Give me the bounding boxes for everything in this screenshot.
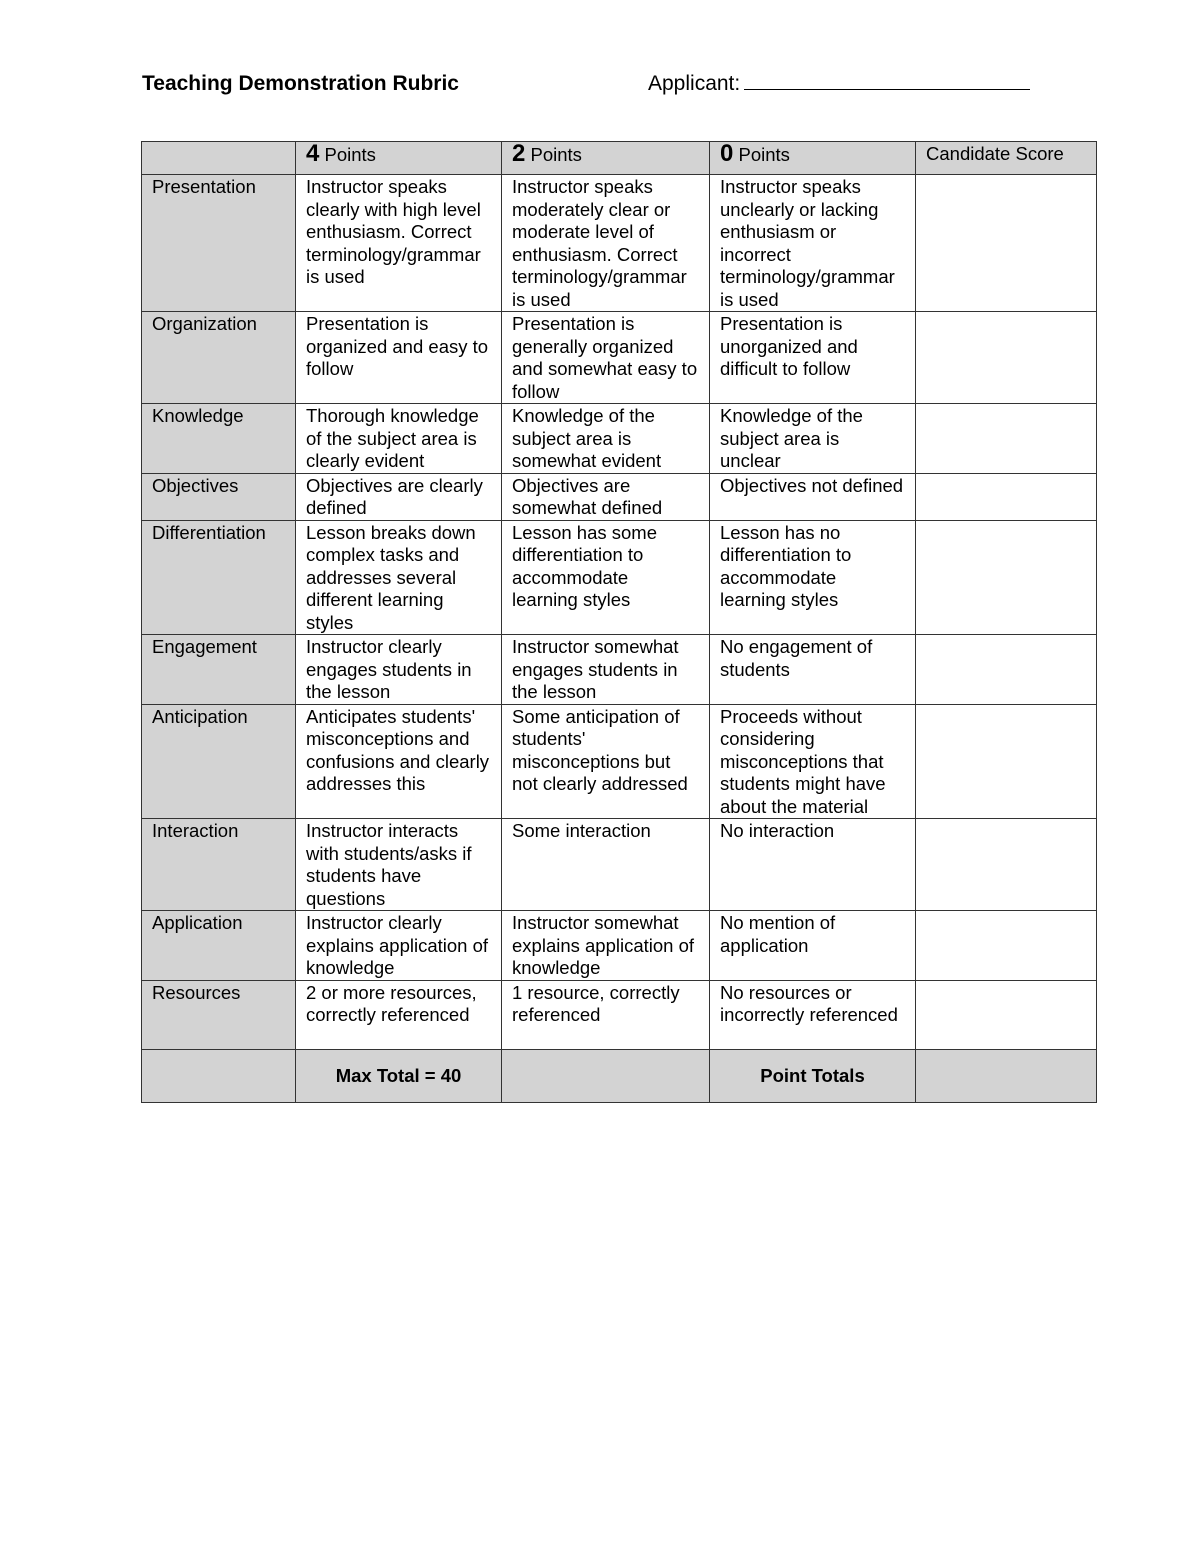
criterion-cell: Anticipation: [142, 704, 296, 819]
header-corner-cell: [142, 142, 296, 175]
cell-0-points: Presentation is unorganized and difficult to follow: [710, 312, 916, 404]
candidate-score-cell[interactable]: [916, 520, 1097, 635]
candidate-score-cell[interactable]: [916, 704, 1097, 819]
criterion-cell: Differentiation: [142, 520, 296, 635]
cell-0-points: Lesson has no differentiation to accommodate learning styles: [710, 520, 916, 635]
criterion-cell: Knowledge: [142, 404, 296, 474]
criterion-cell: Organization: [142, 312, 296, 404]
candidate-score-cell[interactable]: [916, 635, 1097, 705]
cell-4-points: Presentation is organized and easy to follow: [296, 312, 502, 404]
totals-blank-cell: [502, 1049, 710, 1102]
cell-2-points: Some anticipation of students' misconceptions but not clearly addressed: [502, 704, 710, 819]
cell-2-points: Presentation is generally organized and somewhat easy to follow: [502, 312, 710, 404]
cell-0-points: No mention of application: [710, 911, 916, 981]
cell-0-points: Proceeds without considering misconceptions that students might have about the material: [710, 704, 916, 819]
cell-2-points: Objectives are somewhat defined: [502, 473, 710, 520]
criterion-cell: Objectives: [142, 473, 296, 520]
criterion-cell: Resources: [142, 980, 296, 1049]
totals-corner-cell: [142, 1049, 296, 1102]
candidate-score-cell[interactable]: [916, 980, 1097, 1049]
cell-4-points: Lesson breaks down complex tasks and addresses several different learning styles: [296, 520, 502, 635]
table-row: [142, 980, 1097, 1049]
cell-2-points: Instructor somewhat explains application of knowledge: [502, 911, 710, 981]
candidate-score-cell[interactable]: [916, 404, 1097, 474]
candidate-score-cell[interactable]: [916, 911, 1097, 981]
max-total-cell: Max Total = 40: [296, 1049, 502, 1102]
table-row: [142, 175, 1097, 312]
rubric-table: [141, 141, 1097, 1103]
criterion-cell: Interaction: [142, 819, 296, 911]
header-4-points: 4 Points: [296, 142, 502, 175]
cell-2-points: Knowledge of the subject area is somewhat evident: [502, 404, 710, 474]
header-2-points: 2 Points: [502, 142, 710, 175]
cell-4-points: Thorough knowledge of the subject area is clearly evident: [296, 404, 502, 474]
applicant-field: [648, 72, 1030, 96]
table-row: [142, 520, 1097, 635]
cell-2-points: Instructor speaks moderately clear or moderate level of enthusiasm. Correct terminology/grammar is used: [502, 175, 710, 312]
document-title: Teaching Demonstration Rubric: [142, 72, 459, 95]
table-row: [142, 819, 1097, 911]
header-0-points: 0 Points: [710, 142, 916, 175]
table-row: [142, 312, 1097, 404]
table-row: [142, 473, 1097, 520]
point-totals-value-cell[interactable]: [916, 1049, 1097, 1102]
criterion-cell: Engagement: [142, 635, 296, 705]
cell-0-points: Knowledge of the subject area is unclear: [710, 404, 916, 474]
cell-0-points: No resources or incorrectly referenced: [710, 980, 916, 1049]
table-row: [142, 404, 1097, 474]
cell-0-points: Objectives not defined: [710, 473, 916, 520]
cell-4-points: Instructor speaks clearly with high level enthusiasm. Correct terminology/grammar is used: [296, 175, 502, 312]
point-totals-label: Point Totals: [710, 1049, 916, 1102]
cell-2-points: Instructor somewhat engages students in the lesson: [502, 635, 710, 705]
cell-4-points: Instructor interacts with students/asks if students have questions: [296, 819, 502, 911]
cell-0-points: Instructor speaks unclearly or lacking enthusiasm or incorrect terminology/grammar is used: [710, 175, 916, 312]
table-row: [142, 911, 1097, 981]
cell-4-points: 2 or more resources, correctly referenced: [296, 980, 502, 1049]
applicant-label: Applicant:: [648, 72, 741, 95]
cell-4-points: Objectives are clearly defined: [296, 473, 502, 520]
cell-2-points: Some interaction: [502, 819, 710, 911]
criterion-cell: Application: [142, 911, 296, 981]
candidate-score-cell[interactable]: [916, 312, 1097, 404]
cell-4-points: Instructor clearly engages students in the lesson: [296, 635, 502, 705]
table-row: [142, 704, 1097, 819]
candidate-score-cell[interactable]: [916, 473, 1097, 520]
applicant-blank-line[interactable]: [744, 75, 1030, 90]
cell-0-points: No engagement of students: [710, 635, 916, 705]
header-candidate-score: Candidate Score: [916, 142, 1097, 175]
cell-4-points: Instructor clearly explains application of knowledge: [296, 911, 502, 981]
candidate-score-cell[interactable]: [916, 819, 1097, 911]
cell-2-points: Lesson has some differentiation to accommodate learning styles: [502, 520, 710, 635]
table-row: [142, 635, 1097, 705]
header-row: [142, 142, 1097, 175]
cell-0-points: No interaction: [710, 819, 916, 911]
candidate-score-cell[interactable]: [916, 175, 1097, 312]
criterion-cell: Presentation: [142, 175, 296, 312]
cell-4-points: Anticipates students' misconceptions and confusions and clearly addresses this: [296, 704, 502, 819]
cell-2-points: 1 resource, correctly referenced: [502, 980, 710, 1049]
totals-row: [142, 1049, 1097, 1102]
